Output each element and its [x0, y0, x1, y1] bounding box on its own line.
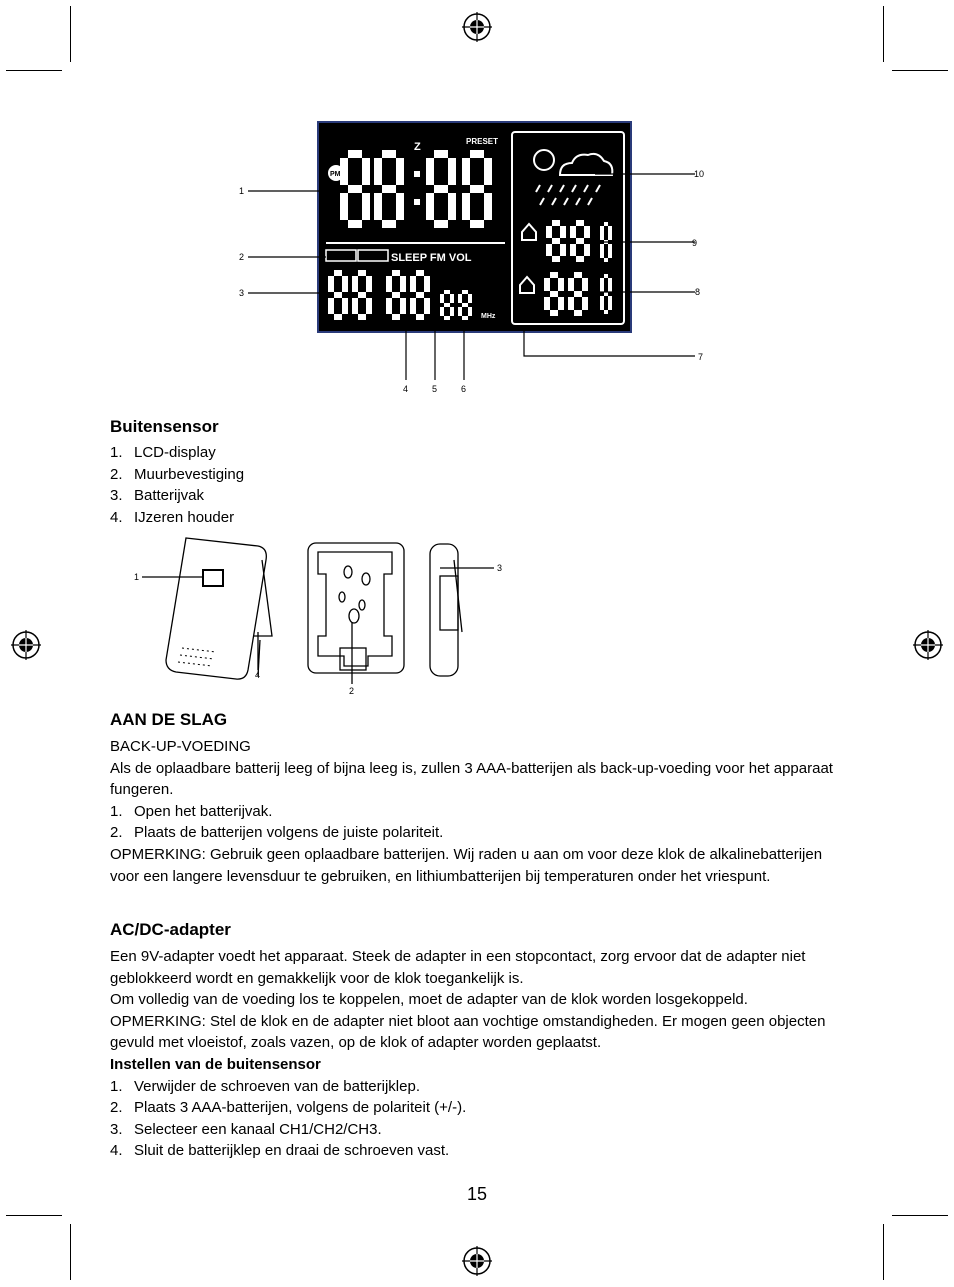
- list-item: 3. Batterijvak: [110, 487, 205, 505]
- adapter-section: [110, 920, 840, 1162]
- lcd-segment: [444, 290, 450, 294]
- lcd-segment: [340, 193, 348, 220]
- crop-mark: [6, 70, 62, 71]
- lcd-segment: [470, 150, 484, 158]
- lcd-segment: [424, 276, 430, 292]
- lcd-segment: [560, 226, 566, 238]
- crop-mark: [70, 6, 71, 62]
- lcd-segment: [426, 193, 434, 220]
- sensor-back-view: [308, 543, 404, 673]
- lcd-segment: [608, 226, 612, 240]
- subheading: BACK-UP-VOEDING: [110, 738, 251, 755]
- pm-label: PM: [330, 171, 341, 178]
- lcd-segment: [544, 278, 550, 291]
- lcd-segment: [560, 244, 566, 256]
- lcd-segment: [484, 193, 492, 220]
- lcd-segment: [600, 296, 604, 310]
- lcd-segment: [546, 244, 552, 256]
- crop-mark: [6, 1215, 62, 1216]
- lcd-segment: [468, 294, 472, 303]
- callout-7: 7: [698, 352, 704, 362]
- lcd-segment: [468, 307, 472, 316]
- lcd-segment: [552, 220, 560, 226]
- lcd-segment: [574, 291, 582, 297]
- lcd-segment: [550, 310, 558, 316]
- lcd-segment: [358, 314, 366, 320]
- paragraph: Om volledig van de voeding los te koppelen, moet de adapter van de klok worden losgekoppeld.: [110, 991, 748, 1009]
- lcd-segment: [584, 226, 590, 238]
- lcd-segment: [400, 276, 406, 292]
- lcd-segment: [392, 292, 400, 298]
- lcd-segment: [544, 297, 550, 310]
- list-item: 4. Sluit de batterijklep en draai de schroeven vast.: [110, 1142, 450, 1160]
- callout-3: 3: [239, 288, 245, 298]
- lcd-segment: [400, 298, 406, 314]
- lcd-segment: [410, 276, 416, 292]
- registration-mark-icon: [9, 628, 43, 662]
- lcd-segment: [328, 298, 334, 314]
- section-heading: AAN DE SLAG: [110, 710, 228, 729]
- lcd-segment: [340, 158, 348, 185]
- lcd-segment: [462, 316, 468, 320]
- page-number: 15: [466, 1184, 488, 1204]
- lcd-segment: [348, 220, 362, 228]
- list-item: 2. Plaats de batterijen volgens de juiste polariteit.: [110, 824, 444, 842]
- callout-2: 2: [349, 686, 355, 696]
- list-item: 1. Open het batterijvak.: [110, 802, 273, 820]
- lcd-segment: [334, 292, 342, 298]
- lcd-segment: [604, 222, 608, 226]
- crop-mark: [883, 1224, 884, 1280]
- lcd-segment: [434, 185, 448, 193]
- lcd-segment: [550, 272, 558, 278]
- lcd-segment: [424, 298, 430, 314]
- lcd-segment: [362, 158, 370, 185]
- status-line: SLEEP FM VOL: [391, 252, 472, 264]
- crop-mark: [883, 6, 884, 62]
- lcd-segment: [558, 297, 564, 310]
- lcd-segment: [576, 256, 584, 262]
- lcd-segment: [358, 292, 366, 298]
- lcd-segment: [600, 278, 604, 292]
- lcd-segment: [462, 303, 468, 307]
- lcd-segment: [604, 310, 608, 314]
- lcd-segment: [608, 244, 612, 258]
- lcd-segment: [604, 274, 608, 278]
- lcd-segment: [374, 158, 382, 185]
- lcd-segment: [552, 256, 560, 262]
- section-heading: Buitensensor: [110, 417, 219, 436]
- lcd-segment: [440, 307, 444, 316]
- registration-mark-icon: [911, 628, 945, 662]
- lcd-segment: [362, 193, 370, 220]
- getting-started-section: [110, 710, 840, 887]
- steps-list: [110, 801, 840, 844]
- lcd-segment: [574, 310, 582, 316]
- lcd-segment: [570, 226, 576, 238]
- lcd-segment: [374, 193, 382, 220]
- list-item: 1. LCD-display: [110, 444, 216, 461]
- note-paragraph: OPMERKING: Gebruik geen oplaadbare batterijen. Wij raden u aan om voor deze klok de alkalinebatterijen voor een langere levensduur te gebruiken, en lithiumbatterijen bij temperaturen onder het vriespunt.: [110, 845, 823, 885]
- lcd-segment: [434, 220, 448, 228]
- preset-label: PRESET: [466, 137, 499, 146]
- lcd-segment: [416, 270, 424, 276]
- note-paragraph: OPMERKING: Stel de klok en de adapter niet bloot aan vochtige omstandigheden. Er mogen geen objecten gevuld met vloeistof, zoals vazen, op de klok of adapter worden geplaatst.: [110, 1012, 826, 1052]
- lcd-segment: [462, 193, 470, 220]
- paragraph: Een 9V-adapter voedt het apparaat. Steek de adapter in een stopcontact, zorg ervoor dat de adapter niet geblokkeerd wordt en gemakkelijk voor de klok toegankelijk is.: [110, 948, 806, 987]
- lcd-segment: [352, 276, 358, 292]
- mhz-label: MHz: [481, 313, 496, 320]
- callout-10: 10: [694, 169, 705, 179]
- intro-paragraph: Als de oplaadbare batterij leeg of bijna leeg is, zullen 3 AAA-batterijen als back-up-voeding voor het apparaat fungeren.: [110, 759, 833, 799]
- callout-6: 6: [461, 384, 467, 394]
- lcd-segment: [570, 244, 576, 256]
- lcd-segment: [462, 290, 468, 294]
- crop-mark: [892, 1215, 948, 1216]
- lcd-segment: [458, 294, 462, 303]
- list-item: 3. Selecteer een kanaal CH1/CH2/CH3.: [110, 1120, 382, 1138]
- sensor-lcd-window: [203, 570, 223, 586]
- callout-2: 2: [239, 252, 245, 262]
- callout-4: 4: [255, 670, 261, 680]
- steps-list: [110, 1076, 840, 1162]
- lcd-segment: [458, 307, 462, 316]
- lcd-segment: [584, 244, 590, 256]
- lcd-segment: [576, 238, 584, 244]
- lcd-segment: [382, 185, 396, 193]
- lcd-segment: [348, 185, 362, 193]
- lcd-segment: [470, 220, 484, 228]
- lcd-segment: [448, 193, 456, 220]
- outdoor-sensor-diagram: [130, 535, 510, 700]
- lcd-segment: [348, 150, 362, 158]
- crop-mark: [892, 70, 948, 71]
- lcd-segment: [342, 276, 348, 292]
- lcd-segment: [396, 158, 404, 185]
- lcd-segment: [392, 314, 400, 320]
- lcd-segment: [358, 270, 366, 276]
- lcd-segment: [550, 291, 558, 297]
- lcd-segment: [608, 278, 612, 292]
- section-heading: AC/DC-adapter: [110, 920, 231, 939]
- callout-1: 1: [239, 186, 245, 196]
- lcd-segment: [416, 292, 424, 298]
- lcd-segment: [386, 276, 392, 292]
- callout-1: 1: [134, 572, 140, 582]
- lcd-segment: [600, 226, 604, 240]
- list-item: 1. Verwijder de schroeven van de batterijklep.: [110, 1077, 420, 1095]
- lcd-segment: [410, 298, 416, 314]
- lcd-segment: [576, 220, 584, 226]
- lcd-segment: [600, 244, 604, 258]
- outdoor-sensor-section: [110, 417, 840, 528]
- lcd-segment: [434, 150, 448, 158]
- parts-list: [110, 442, 840, 528]
- lcd-segment: [552, 238, 560, 244]
- sensor-front-view: [166, 538, 266, 679]
- lcd-segment: [382, 150, 396, 158]
- lcd-segment: [470, 185, 484, 193]
- lcd-segment: [484, 158, 492, 185]
- lcd-segment: [366, 298, 372, 314]
- setup-heading: Instellen van de buitensensor: [110, 1055, 321, 1073]
- list-item: 2. Muurbevestiging: [110, 465, 245, 483]
- registration-mark-icon: [460, 1244, 494, 1278]
- lcd-segment: [604, 258, 608, 262]
- lcd-segment: [444, 303, 450, 307]
- list-item: 4. IJzeren houder: [110, 508, 235, 526]
- lcd-segment: [396, 193, 404, 220]
- lcd-segment: [546, 226, 552, 238]
- lcd-segment: [568, 297, 574, 310]
- lcd-segment: [582, 278, 588, 291]
- lcd-segment: [462, 158, 470, 185]
- lcd-segment: [416, 314, 424, 320]
- lcd-segment: [386, 298, 392, 314]
- lcd-segment: [426, 158, 434, 185]
- lcd-segment: [328, 276, 334, 292]
- callout-5: 5: [432, 384, 438, 394]
- lcd-segment: [342, 298, 348, 314]
- registration-mark-icon: [460, 10, 494, 44]
- lcd-display-diagram: [230, 115, 720, 400]
- lcd-segment: [334, 270, 342, 276]
- lcd-segment: [558, 278, 564, 291]
- lcd-segment: [582, 297, 588, 310]
- lcd-segment: [334, 314, 342, 320]
- lcd-segment: [608, 296, 612, 310]
- lcd-segment: [352, 298, 358, 314]
- zz-label: Z: [414, 141, 421, 153]
- lcd-segment: [450, 294, 454, 303]
- lcd-segment: [392, 270, 400, 276]
- lcd-segment: [382, 220, 396, 228]
- list-item: 2. Plaats 3 AAA-batterijen, volgens de polariteit (+/-).: [110, 1099, 467, 1117]
- lcd-segment: [444, 316, 450, 320]
- lcd-segment: [450, 307, 454, 316]
- lcd-segment: [448, 158, 456, 185]
- callout-8: 8: [695, 287, 701, 297]
- lcd-segment: [574, 272, 582, 278]
- callout-4: 4: [403, 384, 409, 394]
- lcd-segment: [568, 278, 574, 291]
- lcd-segment: [440, 294, 444, 303]
- lcd-segment: [366, 276, 372, 292]
- callout-3: 3: [497, 563, 503, 573]
- callout-9: 9: [692, 238, 698, 248]
- crop-mark: [70, 1224, 71, 1280]
